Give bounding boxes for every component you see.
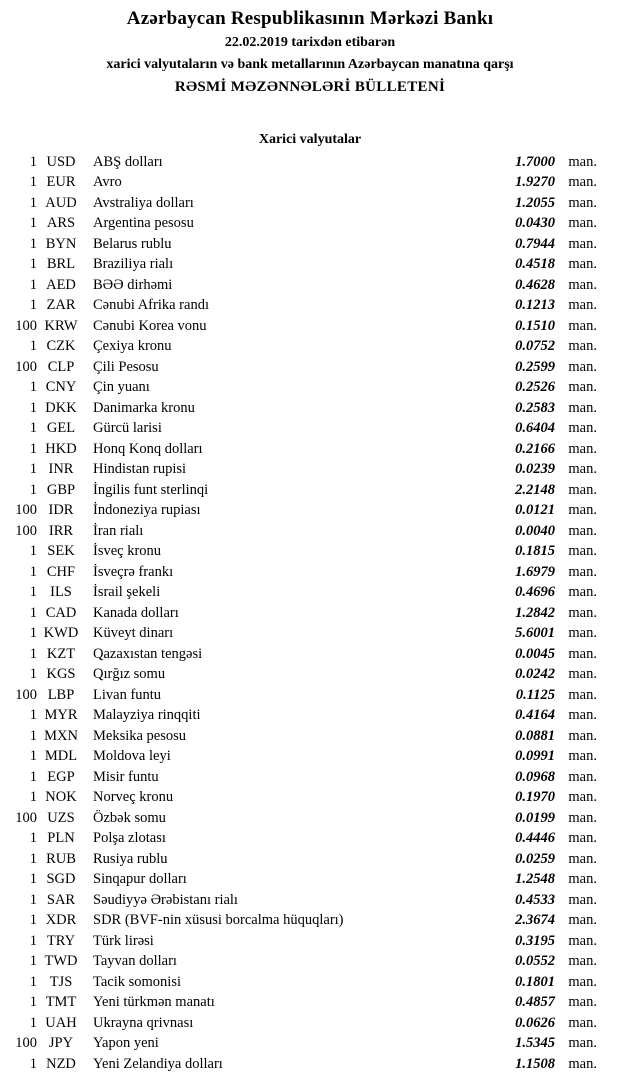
- rate-row-USD: [8, 152, 597, 173]
- quantity-cell: 1: [29, 994, 37, 1011]
- currency-code-cell: BYN: [45, 235, 77, 252]
- quantity-cell: 1: [29, 953, 37, 970]
- currency-name-cell: Yapon yeni: [93, 1035, 159, 1052]
- unit-label-cell: man.: [568, 153, 597, 170]
- currency-code-cell: ZAR: [46, 297, 76, 314]
- rate-row-GBP: [8, 480, 597, 501]
- rate-row-ZAR: [8, 296, 597, 317]
- currency-name-cell: Belarus rublu: [93, 235, 172, 252]
- unit-label-cell: man.: [568, 604, 597, 621]
- rate-value-cell: 1.7000: [515, 153, 555, 170]
- unit-label-cell: man.: [568, 871, 597, 888]
- currency-name-cell: Qırğız somu: [93, 666, 166, 683]
- unit-label-cell: man.: [568, 912, 597, 929]
- currency-name-cell: Çexiya kronu: [93, 338, 172, 355]
- currency-code-cell: IRR: [48, 522, 74, 539]
- rate-value-cell: 0.1213: [515, 297, 555, 314]
- currency-code-cell: UAH: [45, 1014, 77, 1031]
- rate-value-cell: 0.0881: [515, 727, 555, 744]
- unit-label-cell: man.: [568, 522, 597, 539]
- quantity-cell: 1: [29, 604, 37, 621]
- rate-value-cell: 1.5345: [515, 1035, 555, 1052]
- rate-row-EGP: [8, 767, 597, 788]
- rate-row-NZD: [8, 1054, 597, 1075]
- unit-label-cell: man.: [568, 1035, 597, 1052]
- currency-code-cell: LBP: [47, 686, 75, 703]
- unit-label-cell: man.: [568, 358, 597, 375]
- quantity-cell: 1: [29, 912, 37, 929]
- rate-row-MXN: [8, 726, 597, 747]
- quantity-cell: 1: [29, 563, 37, 580]
- rate-row-TJS: [8, 972, 597, 993]
- unit-label-cell: man.: [568, 440, 597, 457]
- unit-label-cell: man.: [568, 399, 597, 416]
- rate-value-cell: 0.0040: [515, 522, 555, 539]
- currency-code-cell: BRL: [46, 256, 76, 273]
- currency-code-cell: KGS: [46, 666, 76, 683]
- rate-value-cell: 1.2055: [515, 194, 555, 211]
- unit-label-cell: man.: [568, 707, 597, 724]
- currency-code-cell: MYR: [44, 707, 78, 724]
- rate-row-TRY: [8, 931, 597, 952]
- currency-name-cell: SDR (BVF-nin xüsusi borcalma hüquqları): [93, 912, 344, 929]
- rate-row-NOK: [8, 788, 597, 809]
- currency-code-cell: ILS: [50, 584, 72, 601]
- rate-value-cell: 0.0259: [515, 850, 555, 867]
- currency-code-cell: PLN: [47, 830, 75, 847]
- rate-value-cell: 5.6001: [515, 625, 555, 642]
- unit-label-cell: man.: [568, 789, 597, 806]
- rate-row-KZT: [8, 644, 597, 665]
- currency-code-cell: TJS: [49, 973, 73, 990]
- unit-label-cell: man.: [568, 666, 597, 683]
- currency-code-cell: HKD: [45, 440, 77, 457]
- rate-row-AUD: [8, 193, 597, 214]
- quantity-cell: 1: [29, 789, 37, 806]
- rate-row-TMT: [8, 993, 597, 1014]
- currency-code-cell: SAR: [46, 891, 76, 908]
- rate-row-CZK: [8, 337, 597, 358]
- rates-table: [0, 152, 620, 1075]
- currency-code-cell: SEK: [47, 543, 75, 560]
- currency-code-cell: EUR: [46, 174, 76, 191]
- unit-label-cell: man.: [568, 481, 597, 498]
- unit-label-cell: man.: [568, 317, 597, 334]
- currency-code-cell: IDR: [48, 502, 74, 519]
- currency-name-cell: Özbək somu: [93, 809, 166, 826]
- rate-row-MYR: [8, 706, 597, 727]
- quantity-cell: 1: [29, 174, 37, 191]
- rate-value-cell: 0.4857: [515, 994, 555, 1011]
- rate-value-cell: 0.4533: [515, 891, 555, 908]
- unit-label-cell: man.: [568, 973, 597, 990]
- rate-row-RUB: [8, 849, 597, 870]
- section-title-foreign-currencies: Xarici valyutalar: [258, 132, 362, 147]
- rate-row-GEL: [8, 419, 597, 440]
- quantity-cell: 1: [29, 297, 37, 314]
- quantity-cell: 100: [15, 686, 37, 703]
- rate-row-KWD: [8, 624, 597, 645]
- currency-name-cell: Meksika pesosu: [93, 727, 187, 744]
- unit-label-cell: man.: [568, 645, 597, 662]
- currency-code-cell: CNY: [45, 379, 77, 396]
- currency-code-cell: INR: [48, 461, 74, 478]
- currency-code-cell: CHF: [46, 563, 76, 580]
- rate-value-cell: 0.0045: [515, 645, 555, 662]
- quantity-cell: 1: [29, 645, 37, 662]
- unit-label-cell: man.: [568, 563, 597, 580]
- currency-code-cell: RUB: [46, 850, 76, 867]
- quantity-cell: 1: [29, 256, 37, 273]
- currency-code-cell: KRW: [44, 317, 78, 334]
- currency-name-cell: Qazaxıstan tengəsi: [93, 645, 203, 662]
- rate-value-cell: 0.7944: [515, 235, 555, 252]
- rate-row-ARS: [8, 214, 597, 235]
- currency-name-cell: Honq Konq dolları: [93, 440, 203, 457]
- rate-value-cell: 0.2526: [515, 379, 555, 396]
- quantity-cell: 100: [15, 317, 37, 334]
- currency-code-cell: MDL: [44, 748, 78, 765]
- rate-value-cell: 0.6404: [515, 420, 555, 437]
- currency-name-cell: Braziliya rialı: [93, 256, 174, 273]
- rate-value-cell: 0.4446: [515, 830, 555, 847]
- rate-value-cell: 0.0121: [515, 502, 555, 519]
- quantity-cell: 100: [15, 809, 37, 826]
- currency-name-cell: Kanada dolları: [93, 604, 179, 621]
- quantity-cell: 1: [29, 748, 37, 765]
- currency-code-cell: EGP: [47, 768, 75, 785]
- currency-name-cell: Misir funtu: [93, 768, 159, 785]
- unit-label-cell: man.: [568, 891, 597, 908]
- unit-label-cell: man.: [568, 256, 597, 273]
- quantity-cell: 100: [15, 522, 37, 539]
- currency-name-cell: İsveçrə frankı: [93, 563, 174, 580]
- currency-name-cell: Cənubi Korea vonu: [93, 317, 207, 334]
- rate-value-cell: 0.0239: [515, 461, 555, 478]
- currency-code-cell: MXN: [44, 727, 78, 744]
- rate-row-BRL: [8, 255, 597, 276]
- currency-name-cell: Danimarka kronu: [93, 399, 195, 416]
- rate-value-cell: 0.0991: [515, 748, 555, 765]
- rate-row-MDL: [8, 747, 597, 768]
- currency-name-cell: Küveyt dinarı: [93, 625, 174, 642]
- currency-name-cell: İsrail şekeli: [93, 584, 161, 601]
- unit-label-cell: man.: [568, 215, 597, 232]
- unit-label-cell: man.: [568, 194, 597, 211]
- currency-name-cell: Gürcü larisi: [93, 420, 162, 437]
- currency-name-cell: Avro: [93, 174, 122, 191]
- currency-code-cell: SGD: [46, 871, 76, 888]
- currency-name-cell: Norveç kronu: [93, 789, 174, 806]
- currency-code-cell: KWD: [43, 625, 79, 642]
- unit-label-cell: man.: [568, 748, 597, 765]
- currency-name-cell: İndoneziya rupiası: [93, 502, 201, 519]
- currency-name-cell: Rusiya rublu: [93, 850, 168, 867]
- rate-value-cell: 0.1510: [515, 317, 555, 334]
- effective-date-line: 22.02.2019 tarixdən etibarən: [224, 35, 396, 50]
- currency-code-cell: JPY: [48, 1035, 74, 1052]
- unit-label-cell: man.: [568, 953, 597, 970]
- currency-name-cell: Sinqapur dolları: [93, 871, 187, 888]
- rate-row-KGS: [8, 665, 597, 686]
- quantity-cell: 1: [29, 194, 37, 211]
- rate-row-SEK: [8, 542, 597, 563]
- bulletin-header: [0, 0, 620, 99]
- unit-label-cell: man.: [568, 461, 597, 478]
- rate-row-JPY: [8, 1034, 597, 1055]
- rate-row-IRR: [8, 521, 597, 542]
- rate-value-cell: 0.2599: [515, 358, 555, 375]
- rate-value-cell: 1.6979: [515, 563, 555, 580]
- quantity-cell: 1: [29, 932, 37, 949]
- quantity-cell: 1: [29, 1014, 37, 1031]
- currency-code-cell: TRY: [46, 932, 76, 949]
- rate-row-TWD: [8, 952, 597, 973]
- rate-value-cell: 0.0199: [515, 809, 555, 826]
- currency-code-cell: CZK: [46, 338, 76, 355]
- currency-name-cell: Çili Pesosu: [93, 358, 159, 375]
- rate-row-ILS: [8, 583, 597, 604]
- quantity-cell: 1: [29, 850, 37, 867]
- currency-name-cell: Avstraliya dolları: [93, 194, 194, 211]
- rate-value-cell: 1.1508: [515, 1055, 555, 1072]
- currency-name-cell: Polşa zlotası: [93, 830, 166, 847]
- rate-value-cell: 1.9270: [515, 174, 555, 191]
- quantity-cell: 1: [29, 707, 37, 724]
- unit-label-cell: man.: [568, 625, 597, 642]
- quantity-cell: 1: [29, 338, 37, 355]
- unit-label-cell: man.: [568, 420, 597, 437]
- currency-name-cell: Çin yuanı: [93, 379, 150, 396]
- quantity-cell: 1: [29, 379, 37, 396]
- currency-code-cell: AED: [46, 276, 76, 293]
- currency-name-cell: Malayziya rinqqiti: [93, 707, 201, 724]
- unit-label-cell: man.: [568, 1014, 597, 1031]
- quantity-cell: 1: [29, 153, 37, 170]
- unit-label-cell: man.: [568, 502, 597, 519]
- currency-name-cell: Tayvan dolları: [93, 953, 177, 970]
- quantity-cell: 1: [29, 871, 37, 888]
- quantity-cell: 1: [29, 891, 37, 908]
- quantity-cell: 1: [29, 399, 37, 416]
- unit-label-cell: man.: [568, 276, 597, 293]
- currency-name-cell: İran rialı: [93, 522, 144, 539]
- rate-row-PLN: [8, 829, 597, 850]
- rate-row-HKD: [8, 439, 597, 460]
- unit-label-cell: man.: [568, 543, 597, 560]
- currency-name-cell: Hindistan rupisi: [93, 461, 187, 478]
- unit-label-cell: man.: [568, 1055, 597, 1072]
- currency-code-cell: TWD: [44, 953, 78, 970]
- rate-value-cell: 0.0242: [515, 666, 555, 683]
- bank-title: Azərbaycan Respublikasının Mərkəzi Bankı: [126, 8, 494, 29]
- rate-value-cell: 0.3195: [515, 932, 555, 949]
- rate-value-cell: 0.2583: [515, 399, 555, 416]
- unit-label-cell: man.: [568, 850, 597, 867]
- currency-code-cell: ARS: [46, 215, 76, 232]
- currency-name-cell: Yeni Zelandiya dolları: [93, 1055, 223, 1072]
- unit-label-cell: man.: [568, 809, 597, 826]
- quantity-cell: 1: [29, 584, 37, 601]
- rate-row-UAH: [8, 1013, 597, 1034]
- quantity-cell: 100: [15, 502, 37, 519]
- rate-value-cell: 0.4628: [515, 276, 555, 293]
- quantity-cell: 1: [29, 768, 37, 785]
- quantity-cell: 1: [29, 666, 37, 683]
- rate-row-CLP: [8, 357, 597, 378]
- unit-label-cell: man.: [568, 932, 597, 949]
- quantity-cell: 1: [29, 440, 37, 457]
- unit-label-cell: man.: [568, 994, 597, 1011]
- rate-value-cell: 0.4696: [515, 584, 555, 601]
- unit-label-cell: man.: [568, 297, 597, 314]
- rate-value-cell: 0.1970: [515, 789, 555, 806]
- rate-value-cell: 0.0626: [515, 1014, 555, 1031]
- currency-name-cell: Cənubi Afrika randı: [93, 297, 209, 314]
- currency-code-cell: AUD: [45, 194, 77, 211]
- rate-row-LBP: [8, 685, 597, 706]
- rate-row-IDR: [8, 501, 597, 522]
- currency-code-cell: GBP: [46, 481, 76, 498]
- currency-code-cell: CAD: [45, 604, 77, 621]
- currency-name-cell: İsveç kronu: [93, 543, 162, 560]
- rate-row-KRW: [8, 316, 597, 337]
- currency-code-cell: KZT: [46, 645, 76, 662]
- currency-name-cell: İngilis funt sterlinqi: [93, 481, 209, 498]
- quantity-cell: 1: [29, 420, 37, 437]
- quantity-cell: 1: [29, 1055, 37, 1072]
- rate-value-cell: 0.0968: [515, 768, 555, 785]
- currency-name-cell: Argentina pesosu: [93, 215, 194, 232]
- currency-code-cell: TMT: [45, 994, 77, 1011]
- currency-name-cell: ABŞ dolları: [93, 153, 163, 170]
- rate-value-cell: 0.0430: [515, 215, 555, 232]
- currency-name-cell: Moldova leyi: [93, 748, 171, 765]
- bulletin-title: RƏSMİ MƏZƏNNƏLƏRİ BÜLLETENİ: [174, 79, 446, 95]
- subtitle-line: xarici valyutaların və bank metallarının Azərbaycan manatına qarşı: [106, 57, 514, 72]
- rate-value-cell: 0.0552: [515, 953, 555, 970]
- quantity-cell: 1: [29, 830, 37, 847]
- rate-value-cell: 0.0752: [515, 338, 555, 355]
- unit-label-cell: man.: [568, 768, 597, 785]
- rate-value-cell: 0.1125: [515, 686, 555, 703]
- quantity-cell: 100: [15, 358, 37, 375]
- rate-value-cell: 0.4164: [515, 707, 555, 724]
- currency-name-cell: Yeni türkmən manatı: [93, 994, 215, 1011]
- rate-row-SAR: [8, 890, 597, 911]
- currency-name-cell: BƏƏ dirhəmi: [93, 276, 173, 293]
- unit-label-cell: man.: [568, 174, 597, 191]
- rate-row-DKK: [8, 398, 597, 419]
- currency-code-cell: CLP: [47, 358, 75, 375]
- currency-name-cell: Səudiyyə Ərəbistanı rialı: [93, 891, 238, 908]
- rate-value-cell: 1.2842: [515, 604, 555, 621]
- currency-code-cell: GEL: [46, 420, 76, 437]
- unit-label-cell: man.: [568, 584, 597, 601]
- quantity-cell: 1: [29, 276, 37, 293]
- rate-row-SGD: [8, 870, 597, 891]
- quantity-cell: 1: [29, 461, 37, 478]
- rate-value-cell: 0.4518: [515, 256, 555, 273]
- rate-row-UZS: [8, 808, 597, 829]
- currency-code-cell: XDR: [45, 912, 77, 929]
- rate-row-INR: [8, 460, 597, 481]
- rate-row-EUR: [8, 173, 597, 194]
- unit-label-cell: man.: [568, 686, 597, 703]
- currency-name-cell: Ukrayna qrivnası: [93, 1014, 194, 1031]
- rate-row-CNY: [8, 378, 597, 399]
- quantity-cell: 1: [29, 625, 37, 642]
- unit-label-cell: man.: [568, 379, 597, 396]
- rate-value-cell: 2.3674: [515, 912, 555, 929]
- quantity-cell: 1: [29, 235, 37, 252]
- rate-value-cell: 0.1815: [515, 543, 555, 560]
- currency-name-cell: Türk lirəsi: [93, 932, 154, 949]
- rate-value-cell: 0.1801: [515, 973, 555, 990]
- currency-code-cell: NZD: [46, 1055, 76, 1072]
- currency-code-cell: NOK: [45, 789, 77, 806]
- rate-row-AED: [8, 275, 597, 296]
- quantity-cell: 1: [29, 543, 37, 560]
- rate-row-CAD: [8, 603, 597, 624]
- unit-label-cell: man.: [568, 830, 597, 847]
- currency-code-cell: DKK: [45, 399, 77, 416]
- quantity-cell: 100: [15, 1035, 37, 1052]
- unit-label-cell: man.: [568, 727, 597, 744]
- rate-row-CHF: [8, 562, 597, 583]
- rate-row-BYN: [8, 234, 597, 255]
- rate-row-XDR: [8, 911, 597, 932]
- currency-name-cell: Tacik somonisi: [93, 973, 181, 990]
- quantity-cell: 1: [29, 215, 37, 232]
- unit-label-cell: man.: [568, 338, 597, 355]
- unit-label-cell: man.: [568, 235, 597, 252]
- rate-value-cell: 0.2166: [515, 440, 555, 457]
- currency-code-cell: UZS: [47, 809, 75, 826]
- currency-name-cell: Livan funtu: [93, 686, 162, 703]
- quantity-cell: 1: [29, 727, 37, 744]
- rate-value-cell: 2.2148: [515, 481, 555, 498]
- currency-code-cell: USD: [46, 153, 76, 170]
- rate-value-cell: 1.2548: [515, 871, 555, 888]
- quantity-cell: 1: [29, 481, 37, 498]
- quantity-cell: 1: [29, 973, 37, 990]
